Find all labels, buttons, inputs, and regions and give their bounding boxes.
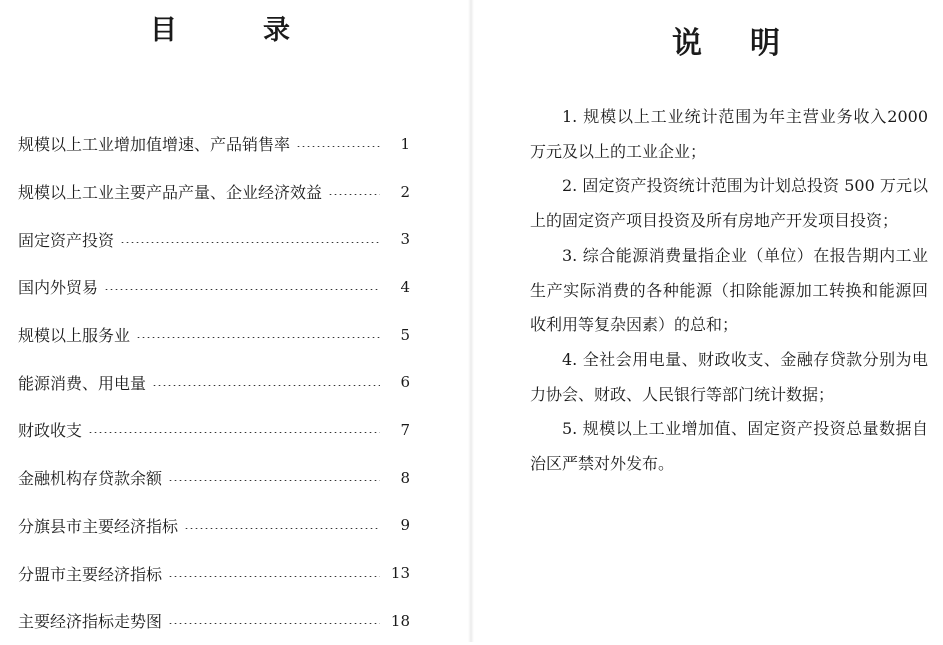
notes-title-char: 说 bbox=[672, 26, 702, 61]
toc-entry[interactable] bbox=[18, 549, 410, 597]
notes-title bbox=[672, 18, 780, 62]
toc-list bbox=[18, 120, 410, 645]
toc-title bbox=[150, 8, 290, 47]
toc-leader-dots bbox=[168, 480, 380, 481]
toc-leader-dots bbox=[328, 194, 380, 195]
toc-entry-label: 规模以上工业增加值增速、产品销售率 bbox=[18, 135, 291, 155]
toc-entry[interactable] bbox=[18, 311, 410, 359]
toc-entry[interactable] bbox=[18, 597, 410, 645]
toc-entry-page: 3 bbox=[400, 230, 410, 249]
toc-entry-page: 6 bbox=[400, 373, 410, 392]
note-paragraph: 1. 规模以上工业统计范围为年主营业务收入2000 万元及以上的工业企业； bbox=[530, 107, 928, 161]
toc-entry-page: 13 bbox=[390, 564, 410, 583]
toc-entry-page: 1 bbox=[400, 134, 410, 153]
toc-entry-label: 财政收支 bbox=[18, 421, 83, 441]
toc-entry-label: 固定资产投资 bbox=[18, 230, 115, 250]
toc-entry[interactable] bbox=[18, 502, 410, 550]
note-paragraph: 4. 全社会用电量、财政收支、金融存贷款分别为电力协会、财政、人民银行等部门统计数据； bbox=[530, 349, 928, 404]
toc-entry-page: 7 bbox=[400, 420, 410, 439]
notes-page bbox=[472, 0, 943, 642]
toc-page bbox=[0, 0, 470, 642]
toc-entry-page: 9 bbox=[400, 516, 410, 535]
toc-entry[interactable] bbox=[18, 263, 410, 311]
notes-body bbox=[530, 100, 928, 482]
note-paragraph: 3. 综合能源消费量指企业（单位）在报告期内工业生产实际消费的各种能源（扣除能源加工转换和能源回收利用等复杂因素）的总和； bbox=[530, 245, 928, 335]
toc-entry-label: 规模以上工业主要产品产量、企业经济效益 bbox=[18, 183, 323, 203]
toc-leader-dots bbox=[152, 385, 380, 386]
notes-title-char: 明 bbox=[750, 26, 780, 61]
toc-entry-page: 4 bbox=[400, 277, 410, 296]
toc-leader-dots bbox=[88, 432, 380, 433]
toc-leader-dots bbox=[168, 623, 380, 624]
toc-entry-label: 分盟市主要经济指标 bbox=[18, 564, 163, 584]
toc-entry-label: 主要经济指标走势图 bbox=[18, 612, 163, 632]
toc-leader-dots bbox=[104, 289, 380, 290]
toc-entry-page: 2 bbox=[400, 182, 410, 201]
toc-entry[interactable] bbox=[18, 358, 410, 406]
toc-entry-label: 金融机构存贷款余额 bbox=[18, 469, 163, 489]
toc-entry[interactable] bbox=[18, 215, 410, 263]
toc-entry-page: 5 bbox=[400, 325, 410, 344]
toc-entry-label: 规模以上服务业 bbox=[18, 326, 131, 346]
toc-entry-page: 18 bbox=[390, 611, 410, 630]
toc-entry[interactable] bbox=[18, 454, 410, 502]
toc-title-char: 目 bbox=[150, 15, 177, 46]
toc-leader-dots bbox=[184, 528, 380, 529]
note-paragraph: 5. 规模以上工业增加值、固定资产投资总量数据自治区严禁对外发布。 bbox=[530, 419, 928, 474]
toc-entry-label: 能源消费、用电量 bbox=[18, 373, 147, 393]
toc-leader-dots bbox=[120, 242, 380, 243]
note-paragraph: 2. 固定资产投资统计范围为计划总投资 500 万元以上的固定资产项目投资及所有房地产开发项目投资； bbox=[530, 176, 928, 231]
toc-entry[interactable] bbox=[18, 120, 410, 168]
toc-entry[interactable] bbox=[18, 406, 410, 454]
toc-entry[interactable] bbox=[18, 168, 410, 216]
toc-entry-label: 分旗县市主要经济指标 bbox=[18, 516, 179, 536]
toc-title-char: 录 bbox=[263, 15, 290, 46]
toc-leader-dots bbox=[296, 146, 380, 147]
toc-leader-dots bbox=[136, 337, 380, 338]
toc-leader-dots bbox=[168, 576, 380, 577]
toc-entry-label: 国内外贸易 bbox=[18, 278, 99, 298]
toc-entry-page: 8 bbox=[400, 468, 410, 487]
